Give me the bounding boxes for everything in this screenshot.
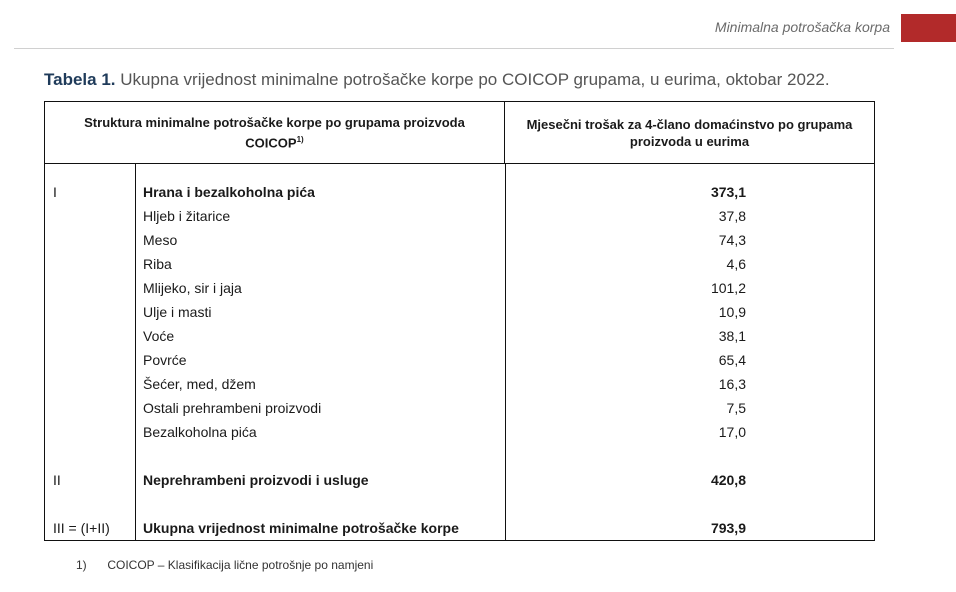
caption-label: Tabela 1. xyxy=(44,70,116,89)
row-label: Šećer, med, džem xyxy=(143,376,256,392)
table-row xyxy=(45,304,874,326)
row-value: 65,4 xyxy=(718,352,746,368)
table-row xyxy=(45,232,874,254)
row-label: Ostali prehrambeni proizvodi xyxy=(143,400,322,416)
row-label: Voće xyxy=(143,328,175,344)
footnote-number: 1) xyxy=(76,558,87,572)
row-label: Ukupna vrijednost minimalne potrošačke korpe xyxy=(143,520,459,536)
header-accent-block xyxy=(901,14,956,42)
row-value: 38,1 xyxy=(718,328,746,344)
row-label: Neprehrambeni proizvodi i usluge xyxy=(143,472,369,488)
table-row xyxy=(45,280,874,302)
caption-text: Ukupna vrijednost minimalne potrošačke korpe po COICOP grupama, u eurima, oktobar 2022. xyxy=(120,70,830,89)
column-header-structure-text: Struktura minimalne potrošačke korpe po grupama proizvoda COICOP xyxy=(84,114,465,151)
table-row xyxy=(45,256,874,278)
table-row xyxy=(45,184,874,206)
row-label: Povrće xyxy=(143,352,187,368)
table-row xyxy=(45,328,874,350)
column-header-structure xyxy=(45,102,505,164)
row-value: 10,9 xyxy=(718,304,746,320)
table-row xyxy=(45,424,874,446)
table-caption xyxy=(44,70,830,90)
row-label: Hljeb i žitarice xyxy=(143,208,231,224)
row-value: 420,8 xyxy=(710,472,746,488)
row-label: Meso xyxy=(143,232,178,248)
row-value: 793,9 xyxy=(710,520,746,536)
row-value: 74,3 xyxy=(718,232,746,248)
row-group-number: II xyxy=(53,472,61,488)
row-label: Mlijeko, sir i jaja xyxy=(143,280,242,296)
footnote-marker: 1) xyxy=(296,134,304,144)
table-row xyxy=(45,208,874,230)
column-header-monthly-cost: Mjesečni trošak za 4-člano domaćinstvo po grupama proizvoda u eurima xyxy=(505,102,874,164)
row-label: Ulje i masti xyxy=(143,304,212,320)
row-value: 373,1 xyxy=(710,184,746,200)
row-value: 17,0 xyxy=(718,424,746,440)
row-value: 7,5 xyxy=(726,400,746,416)
header-title: Minimalna potrošačka korpa xyxy=(714,19,890,35)
footnote xyxy=(76,558,373,572)
row-value: 101,2 xyxy=(710,280,746,296)
row-group-number: III = (I+II) xyxy=(53,520,110,536)
table-row xyxy=(45,400,874,422)
coicop-table xyxy=(44,101,875,541)
table-row xyxy=(45,352,874,374)
table-row xyxy=(45,520,874,542)
row-value: 4,6 xyxy=(726,256,746,272)
row-value: 37,8 xyxy=(718,208,746,224)
row-value: 16,3 xyxy=(718,376,746,392)
footnote-text: COICOP – Klasifikacija lične potrošnje po namjeni xyxy=(107,558,374,572)
row-label: Hrana i bezalkoholna pića xyxy=(143,184,315,200)
table-row xyxy=(45,472,874,494)
row-label: Riba xyxy=(143,256,172,272)
table-row xyxy=(45,376,874,398)
row-group-number: I xyxy=(53,184,57,200)
row-label: Bezalkoholna pića xyxy=(143,424,257,440)
